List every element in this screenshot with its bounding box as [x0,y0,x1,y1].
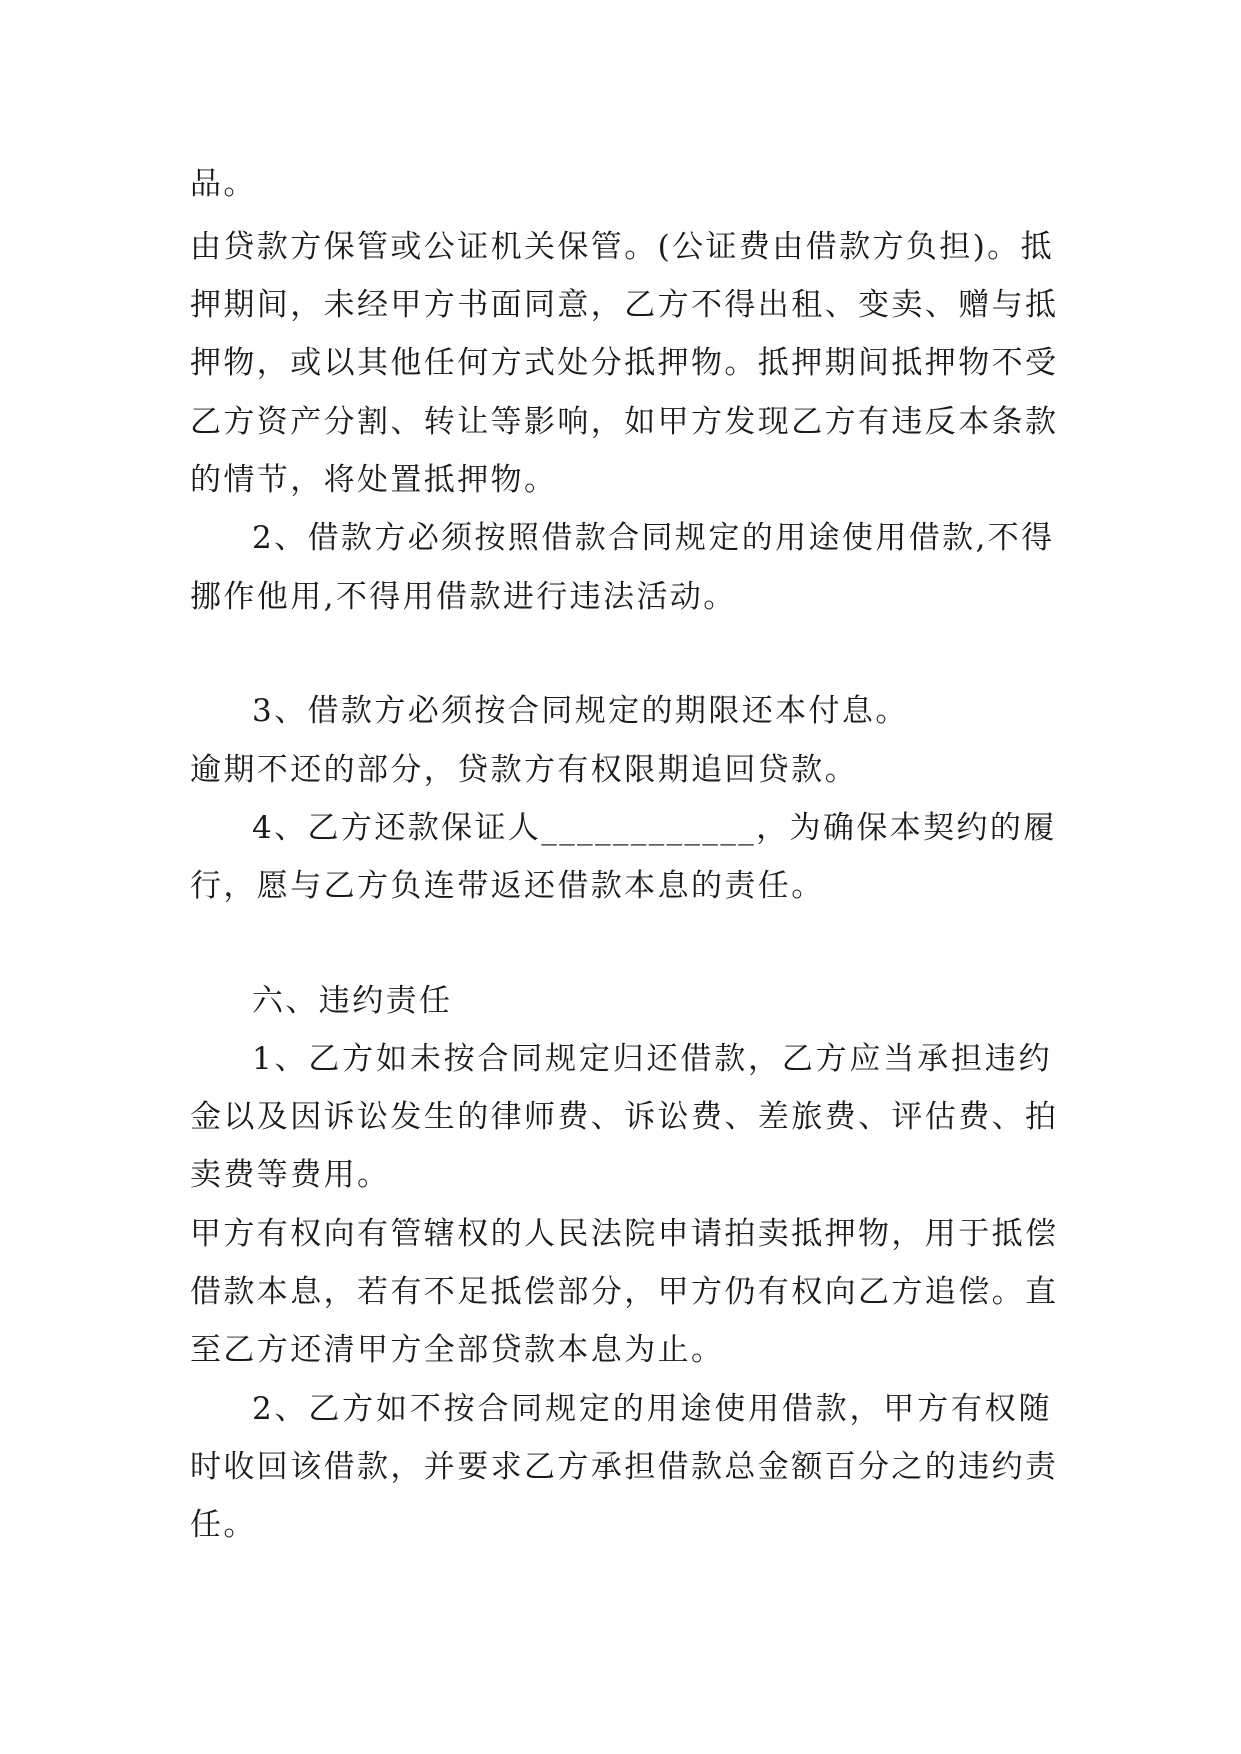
text-line: 逾期不还的部分，贷款方有权限期追回贷款。 [190,752,858,788]
text-line: 4、乙方还款保证人____________，为确保本契约的履 [252,810,1057,846]
section-heading: 六、违约责任 [252,983,453,1019]
text-line: 至乙方还清甲方全部贷款本息为止。 [190,1332,725,1368]
text-line: 甲方有权向有管辖权的人民法院申请拍卖抵押物，用于抵偿 [190,1216,1059,1252]
text-line: 挪作他用,不得用借款进行违法活动。 [190,579,737,615]
text-line: 卖费等费用。 [190,1157,391,1193]
text-line: 行，愿与乙方负连带返还借款本息的责任。 [190,868,825,904]
text-line: 时收回该借款，并要求乙方承担借款总金额百分之的违约责 [190,1449,1059,1485]
text-line: 1、乙方如未按合同规定归还借款，乙方应当承担违约 [252,1041,1052,1077]
text-line: 2、借款方必须按照借款合同规定的用途使用借款,不得 [252,520,1055,556]
text-line: 借款本息，若有不足抵偿部分，甲方仍有权向乙方追偿。直 [190,1274,1059,1310]
text-line: 3、借款方必须按合同规定的期限还本付息。 [252,693,909,729]
text-line: 2、乙方如不按合同规定的用途使用借款，甲方有权随 [252,1391,1052,1427]
text-line: 金以及因诉讼发生的律师费、诉讼费、差旅费、评估费、拍 [190,1099,1059,1135]
text-line: 的情节，将处置抵押物。 [190,462,558,498]
text-line: 押期间，未经甲方书面同意，乙方不得出租、变卖、赠与抵 [190,287,1059,323]
text-line: 押物，或以其他任何方式处分抵押物。抵押期间抵押物不受 [190,345,1059,381]
text-line: 由贷款方保管或公证机关保管。(公证费由借款方负担)。抵 [190,229,1054,265]
text-line: 任。 [190,1507,257,1543]
text-line: 乙方资产分割、转让等影响，如甲方发现乙方有违反本条款 [190,404,1059,440]
text-line: 品。 [190,166,257,202]
